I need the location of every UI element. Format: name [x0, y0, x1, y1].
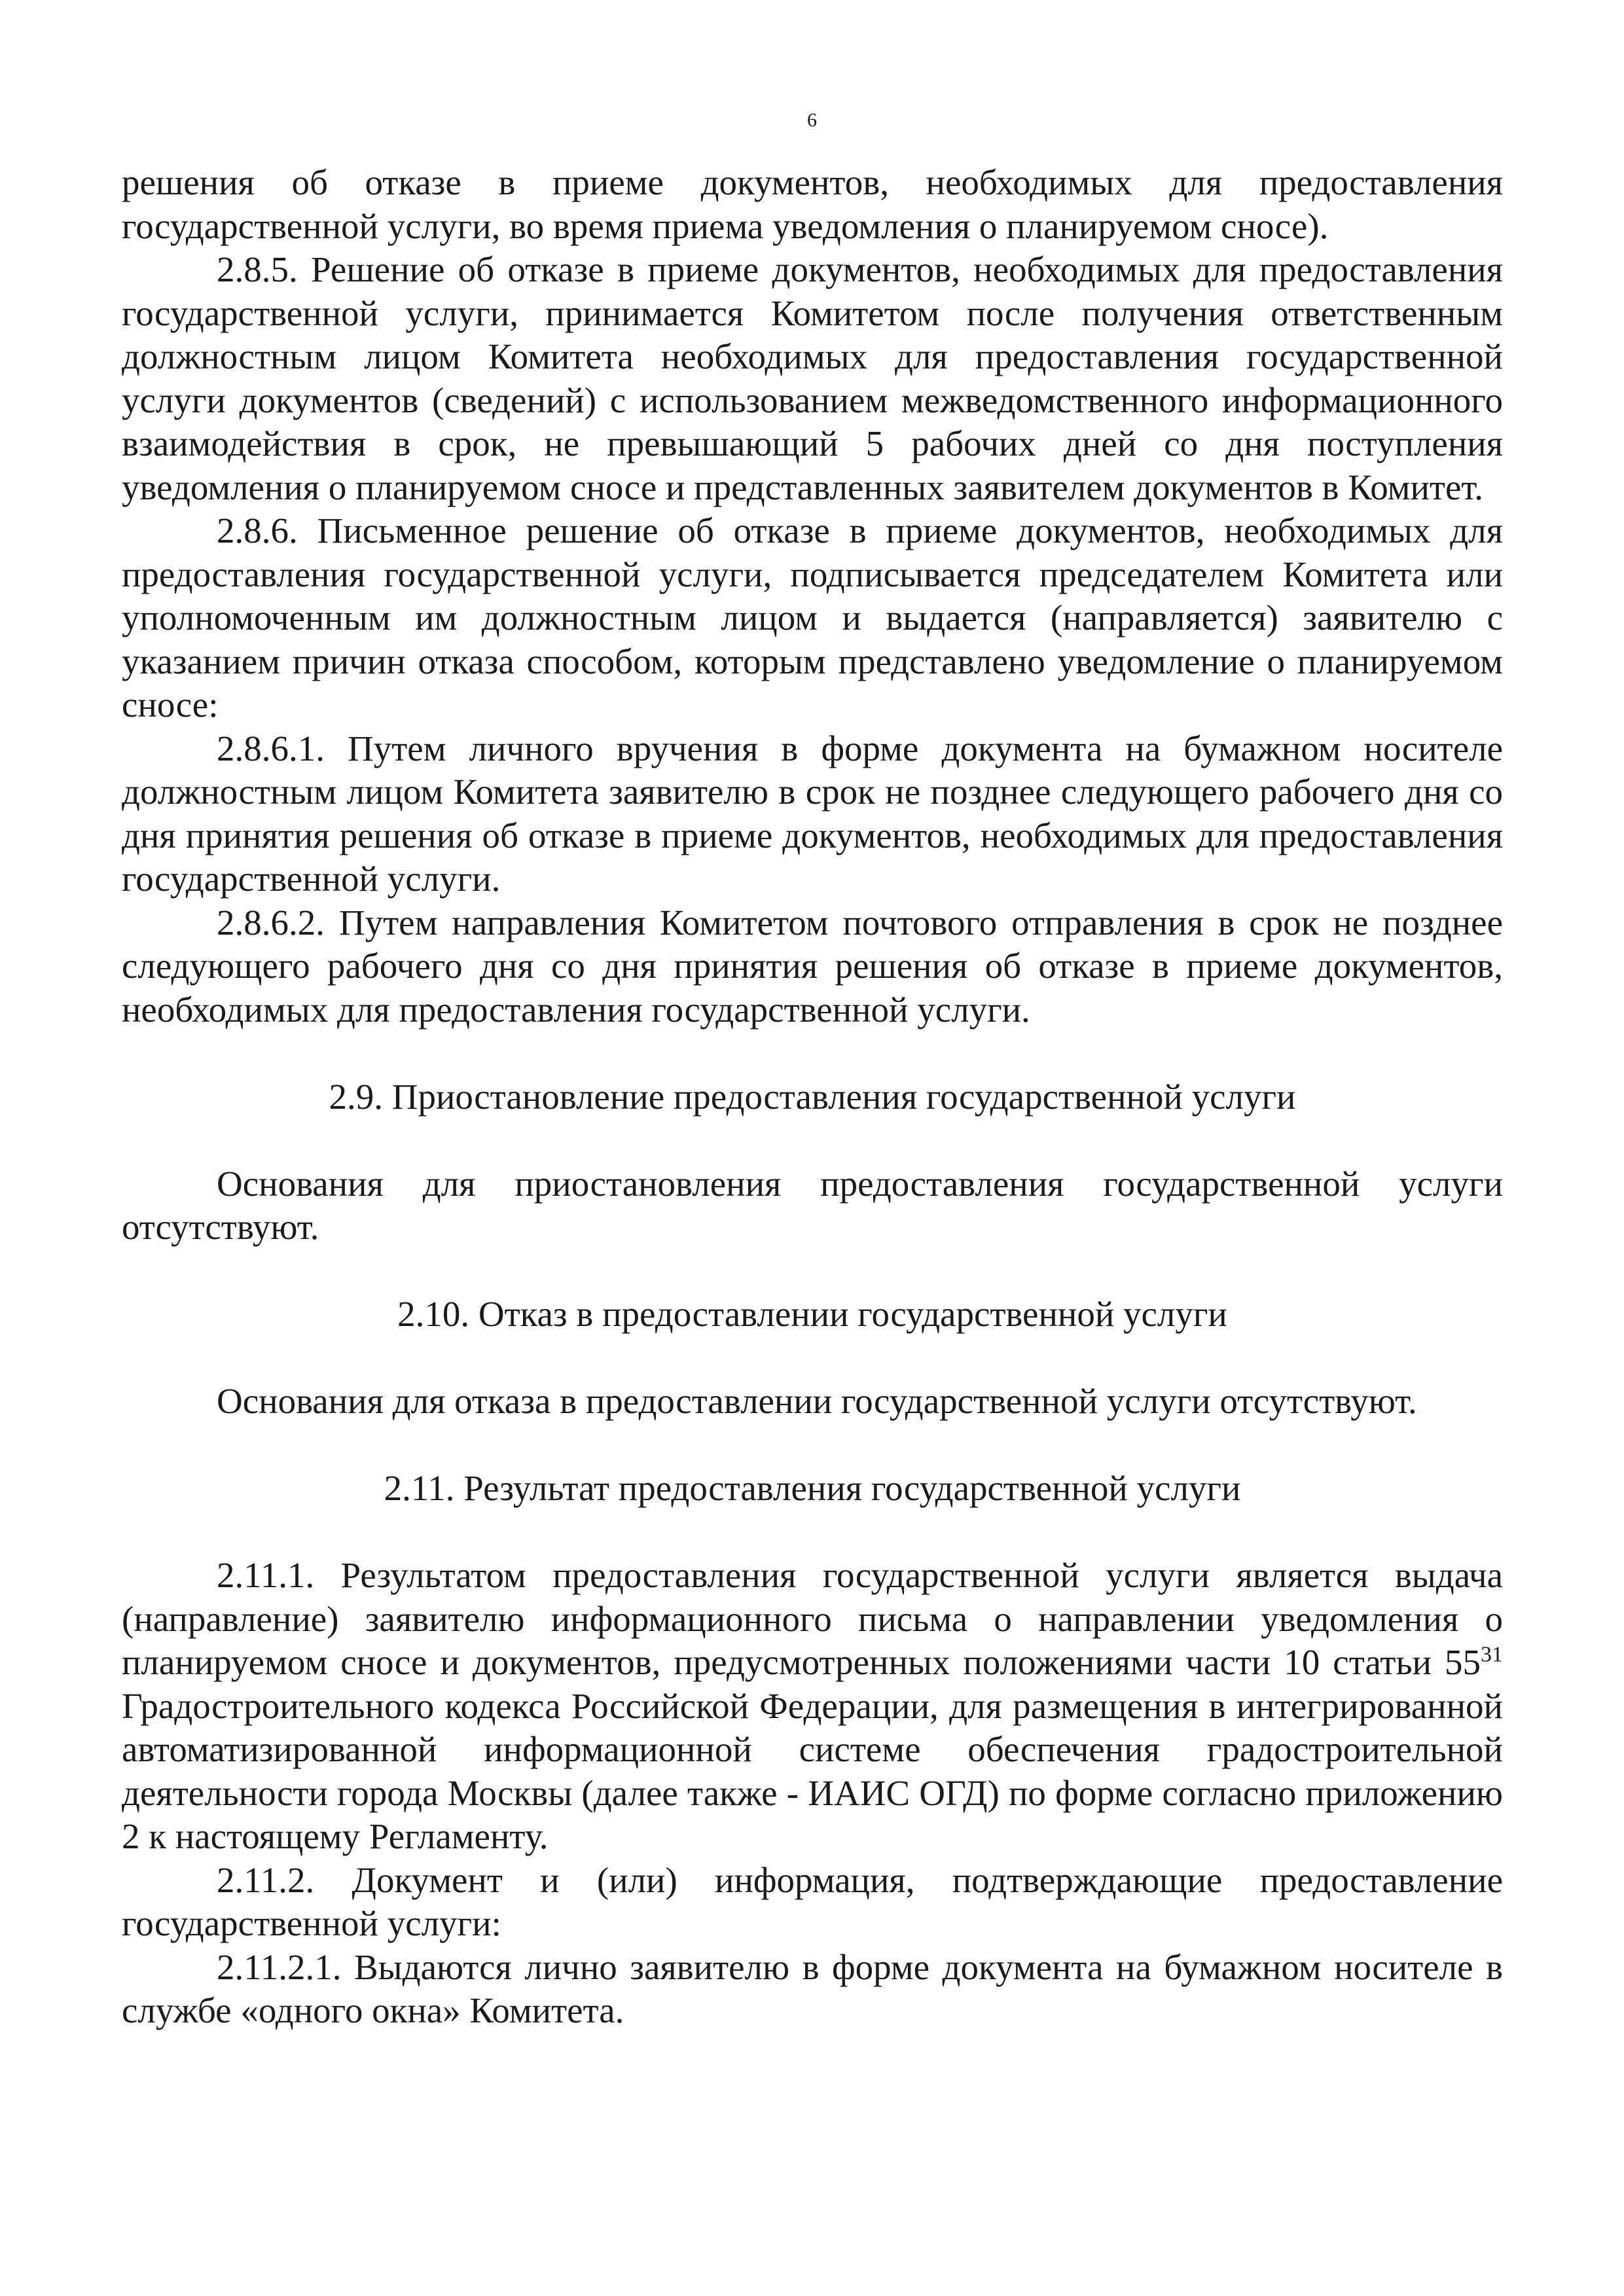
spacer [122, 1031, 1503, 1075]
heading-2-11: 2.11. Результат предоставления государственной услуги [384, 1468, 1241, 1508]
page-number: 6 [807, 109, 817, 131]
paragraph-2-11-2-1: 2.11.2.1. Выдаются лично заявителю в форме документа на бумажном носителе в службе «одного окна» Комитета. [122, 1946, 1503, 2030]
document-body [122, 161, 1503, 2033]
paragraph-2-10: Основания для отказа в предоставлении государственной услуги отсутствуют. [217, 1381, 1417, 1421]
paragraph-2-11-1-part-b: Градостроительного кодекса Российской Федерации, для размещения в интегрированной автоматизированной информационной системе обеспечения градостроительной деятельности города Москвы (далее также - ИАИС ОГД) по форме согласно приложению 2 к настоящему Регламенту. [122, 1685, 1503, 1856]
paragraph-2-11-2: 2.11.2. Документ и (или) информация, подтверждающие предоставление государственной услуги: [122, 1859, 1503, 1943]
paragraph-2-9: Основания для приостановления предоставления государственной услуги отсутствуют. [122, 1163, 1503, 1247]
paragraph-continuation: решения об отказе в приеме документов, необходимых для предоставления государственной услуги, во время приема уведомления о планируемом сносе). [122, 162, 1503, 246]
paragraph-2-11-1-part-a: 2.11.1. Результатом предоставления государственной услуги является выдача (направление) заявителю информационного письма о направлении уведомления о планируемом сносе и документов, предусмотренных положениями части 10 статьи 55 [122, 1555, 1503, 1682]
spacer [122, 1119, 1503, 1162]
spacer [122, 1336, 1503, 1380]
spacer [122, 1511, 1503, 1554]
paragraph-2-8-6-1: 2.8.6.1. Путем личного вручения в форме документа на бумажном носителе должностным лицом Комитета заявителю в срок не позднее следующего рабочего дня со дня принятия решения об отказе в приеме документов, необходимых для предоставления государственной услуги. [122, 728, 1503, 899]
paragraph-2-8-6-2: 2.8.6.2. Путем направления Комитетом почтового отправления в срок не позднее следующего рабочего дня со дня принятия решения об отказе в приеме документов, необходимых для предоставления государственной услуги. [122, 902, 1503, 1030]
spacer [122, 1424, 1503, 1467]
paragraph-2-8-5: 2.8.5. Решение об отказе в приеме документов, необходимых для предоставления государственной услуги, принимается Комитетом после получения ответственным должностным лицом Комитета необходимых для предоставления государственной услуги документов (сведений) с использованием межведомственного информационного взаимодействия в срок, не превышающий 5 рабочих дней со дня поступления уведомления о планируемом сносе и представленных заявителем документов в Комитет. [122, 249, 1503, 507]
heading-2-9: 2.9. Приостановление предоставления государственной услуги [329, 1076, 1296, 1117]
heading-2-10: 2.10. Отказ в предоставлении государственной услуги [397, 1294, 1227, 1334]
paragraph-2-11-1 [122, 1554, 1503, 1859]
article-superscript: 31 [1481, 1642, 1503, 1667]
paragraph-2-8-6: 2.8.6. Письменное решение об отказе в приеме документов, необходимых для предоставления государственной услуги, подписывается председателем Комитета или уполномоченным им должностным лицом и выдается (направляется) заявителю с указанием причин отказа способом, которым представлено уведомление о планируемом сносе: [122, 511, 1503, 725]
spacer [122, 1249, 1503, 1293]
